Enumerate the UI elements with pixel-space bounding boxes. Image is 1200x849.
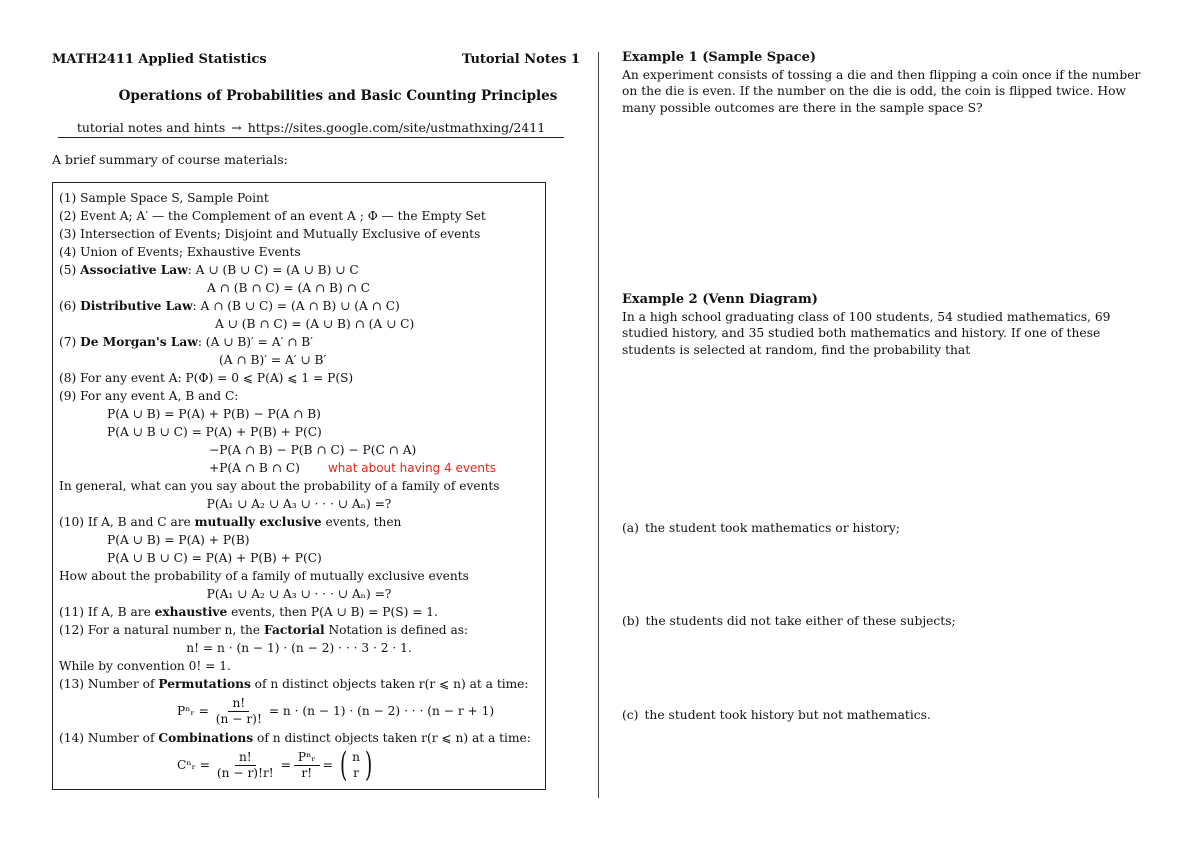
de-morgan-law-label: De Morgan's Law bbox=[80, 335, 198, 349]
item-12-rest: Notation is defined as: bbox=[324, 623, 469, 637]
hints-label: tutorial notes and hints bbox=[76, 120, 226, 135]
summary-item-4: (4) Union of Events; Exhaustive Events bbox=[59, 245, 301, 259]
summary-item-3: (3) Intersection of Events; Disjoint and Mutually Exclusive of events bbox=[59, 227, 481, 241]
header-bar bbox=[52, 52, 580, 72]
exhaustive-label: exhaustive bbox=[154, 605, 228, 619]
item-5-prefix: (5) bbox=[59, 263, 81, 277]
item-5-formula: : A ∪ (B ∪ C) = (A ∪ B) ∪ C bbox=[187, 263, 359, 277]
summary-item-10b: P(A ∪ B ∪ C) = P(A) + P(B) + P(C) bbox=[107, 551, 322, 565]
fraction-numerator: n! bbox=[228, 696, 249, 712]
binomial-coefficient: ( n r ) bbox=[339, 745, 373, 785]
question-b bbox=[622, 614, 956, 628]
equals-sign: = bbox=[280, 758, 291, 772]
summary-box bbox=[52, 182, 546, 790]
combination-lhs: Cⁿᵣ = bbox=[177, 758, 210, 772]
item-13-prefix: (13) Number of bbox=[59, 677, 159, 691]
summary-item-2: (2) Event A; A′ — the Complement of an event A ; Φ — the Empty Set bbox=[59, 209, 486, 223]
page-title: Operations of Probabilities and Basic Counting Principles bbox=[118, 88, 558, 104]
distributive-law-label: Distributive Law bbox=[80, 299, 193, 313]
summary-item-1: (1) Sample Space S, Sample Point bbox=[59, 191, 269, 205]
fraction-denominator: (n − r)!r! bbox=[216, 765, 274, 780]
summary-item-9b: P(A ∪ B ∪ C) = P(A) + P(B) + P(C) bbox=[107, 425, 322, 439]
question-a-text: the student took mathematics or history; bbox=[644, 521, 900, 535]
summary-item-9c: −P(A ∩ B) − P(B ∩ C) − P(C ∩ A) bbox=[209, 443, 417, 457]
item-14-rest: of n distinct objects taken r(r ⩽ n) at a time: bbox=[253, 731, 531, 745]
binomial-top: n bbox=[352, 750, 360, 764]
example-1 bbox=[622, 50, 1152, 116]
arrow-icon: → bbox=[231, 120, 242, 135]
course-title: MATH2411 Applied Statistics bbox=[52, 52, 267, 67]
item-7-formula: : (A ∪ B)′ = A′ ∩ B′ bbox=[197, 335, 314, 349]
example-1-body: An experiment consists of tossing a die and then flipping a coin once if the number on the die is even. If the number on the die is odd, the coin is flipped twice. How many possible outcomes are there in the sample space S? bbox=[622, 67, 1141, 115]
item-13-rest: of n distinct objects taken r(r ⩽ n) at a time: bbox=[250, 677, 529, 691]
summary-item-9a: P(A ∪ B) = P(A) + P(B) − P(A ∩ B) bbox=[107, 407, 321, 421]
fraction-numerator: n! bbox=[235, 750, 256, 766]
factorial-label: Factorial bbox=[264, 623, 325, 637]
summary-item-14 bbox=[59, 729, 539, 747]
handwritten-annotation: what about having 4 events bbox=[327, 461, 496, 475]
summary-item-13 bbox=[59, 675, 539, 693]
fraction-denominator: r! bbox=[301, 765, 313, 780]
fraction-denominator: (n − r)! bbox=[215, 711, 262, 726]
column-divider bbox=[598, 52, 599, 798]
combination-fraction-1 bbox=[213, 750, 278, 781]
summary-item-10a: P(A ∪ B) = P(A) + P(B) bbox=[107, 533, 250, 547]
fraction-numerator: Pⁿᵣ bbox=[294, 750, 320, 766]
combination-formula bbox=[59, 747, 539, 783]
permutation-rhs: = n · (n − 1) · (n − 2) · · · (n − r + 1) bbox=[268, 704, 495, 718]
summary-item-6b: A ∪ (B ∩ C) = (A ∪ B) ∩ (A ∪ C) bbox=[215, 317, 415, 331]
summary-item-7b: (A ∩ B)′ = A′ ∪ B′ bbox=[219, 353, 327, 367]
item-14-prefix: (14) Number of bbox=[59, 731, 159, 745]
item-7-prefix: (7) bbox=[59, 335, 81, 349]
summary-item-8: (8) For any event A: P(Φ) = 0 ⩽ P(A) ⩽ 1 = P(S) bbox=[59, 371, 354, 385]
example-2 bbox=[622, 292, 1152, 358]
summary-item-7 bbox=[59, 333, 539, 351]
question-b-label: (b) bbox=[622, 614, 640, 628]
summary-item-6 bbox=[59, 297, 539, 315]
question-b-text: the students did not take either of these subjects; bbox=[645, 614, 956, 628]
left-column bbox=[52, 52, 580, 785]
item-10-rest: events, then bbox=[321, 515, 402, 529]
question-c-text: the student took history but not mathematics. bbox=[644, 708, 931, 722]
example-2-body: In a high school graduating class of 100 students, 54 studied mathematics, 69 studied history, and 35 studied both mathematics and history. If one of these students is selected at random, find the probability that bbox=[622, 309, 1111, 357]
item-12-prefix: (12) For a natural number n, the bbox=[59, 623, 264, 637]
question-a bbox=[622, 521, 900, 535]
item-10-prefix: (10) If A, B and C are bbox=[59, 515, 195, 529]
item-6-formula: : A ∩ (B ∪ C) = (A ∩ B) ∪ (A ∩ C) bbox=[192, 299, 400, 313]
summary-item-5b: A ∩ (B ∩ C) = (A ∩ B) ∩ C bbox=[207, 281, 370, 295]
permutation-fraction bbox=[212, 696, 266, 727]
summary-item-10c: How about the probability of a family of mutually exclusive events bbox=[59, 569, 469, 583]
summary-intro: A brief summary of course materials: bbox=[52, 152, 288, 167]
permutations-label: Permutations bbox=[158, 677, 251, 691]
mutually-exclusive-label: mutually exclusive bbox=[194, 515, 322, 529]
summary-item-10 bbox=[59, 513, 539, 531]
binomial-bottom: r bbox=[353, 766, 359, 780]
summary-item-9: (9) For any event A, B and C: bbox=[59, 389, 239, 403]
summary-item-12 bbox=[59, 621, 539, 639]
question-a-label: (a) bbox=[622, 521, 639, 535]
combination-fraction-2 bbox=[294, 750, 320, 781]
associative-law-label: Associative Law bbox=[80, 263, 188, 277]
example-1-title: Example 1 (Sample Space) bbox=[622, 50, 817, 65]
summary-item-5 bbox=[59, 261, 539, 279]
summary-item-12b: While by convention 0! = 1. bbox=[59, 659, 231, 673]
item-9d-formula: +P(A ∩ B ∩ C) bbox=[209, 461, 300, 475]
item-6-prefix: (6) bbox=[59, 299, 81, 313]
summary-item-10d: P(A₁ ∪ A₂ ∪ A₃ ∪ · · · ∪ Aₙ) =? bbox=[206, 587, 392, 601]
summary-item-12a: n! = n · (n − 1) · (n − 2) · · · 3 · 2 · 1. bbox=[186, 641, 412, 655]
permutation-lhs: Pⁿᵣ = bbox=[177, 704, 209, 718]
example-2-title: Example 2 (Venn Diagram) bbox=[622, 292, 818, 307]
item-11-rest: events, then P(A ∪ B) = P(S) = 1. bbox=[227, 605, 438, 619]
hints-line bbox=[58, 120, 564, 138]
combinations-label: Combinations bbox=[158, 731, 254, 745]
hints-url-link[interactable]: https://sites.google.com/site/ustmathxing/2411 bbox=[247, 120, 546, 135]
question-c bbox=[622, 708, 931, 722]
question-c-label: (c) bbox=[622, 708, 639, 722]
summary-item-9d bbox=[59, 459, 539, 477]
summary-item-11 bbox=[59, 603, 539, 621]
permutation-formula bbox=[59, 693, 539, 729]
item-11-prefix: (11) If A, B are bbox=[59, 605, 155, 619]
tutorial-label: Tutorial Notes 1 bbox=[461, 52, 580, 67]
equals-sign: = bbox=[322, 758, 333, 772]
summary-item-9e: In general, what can you say about the probability of a family of events bbox=[59, 479, 500, 493]
summary-item-9f: P(A₁ ∪ A₂ ∪ A₃ ∪ · · · ∪ Aₙ) =? bbox=[206, 497, 392, 511]
